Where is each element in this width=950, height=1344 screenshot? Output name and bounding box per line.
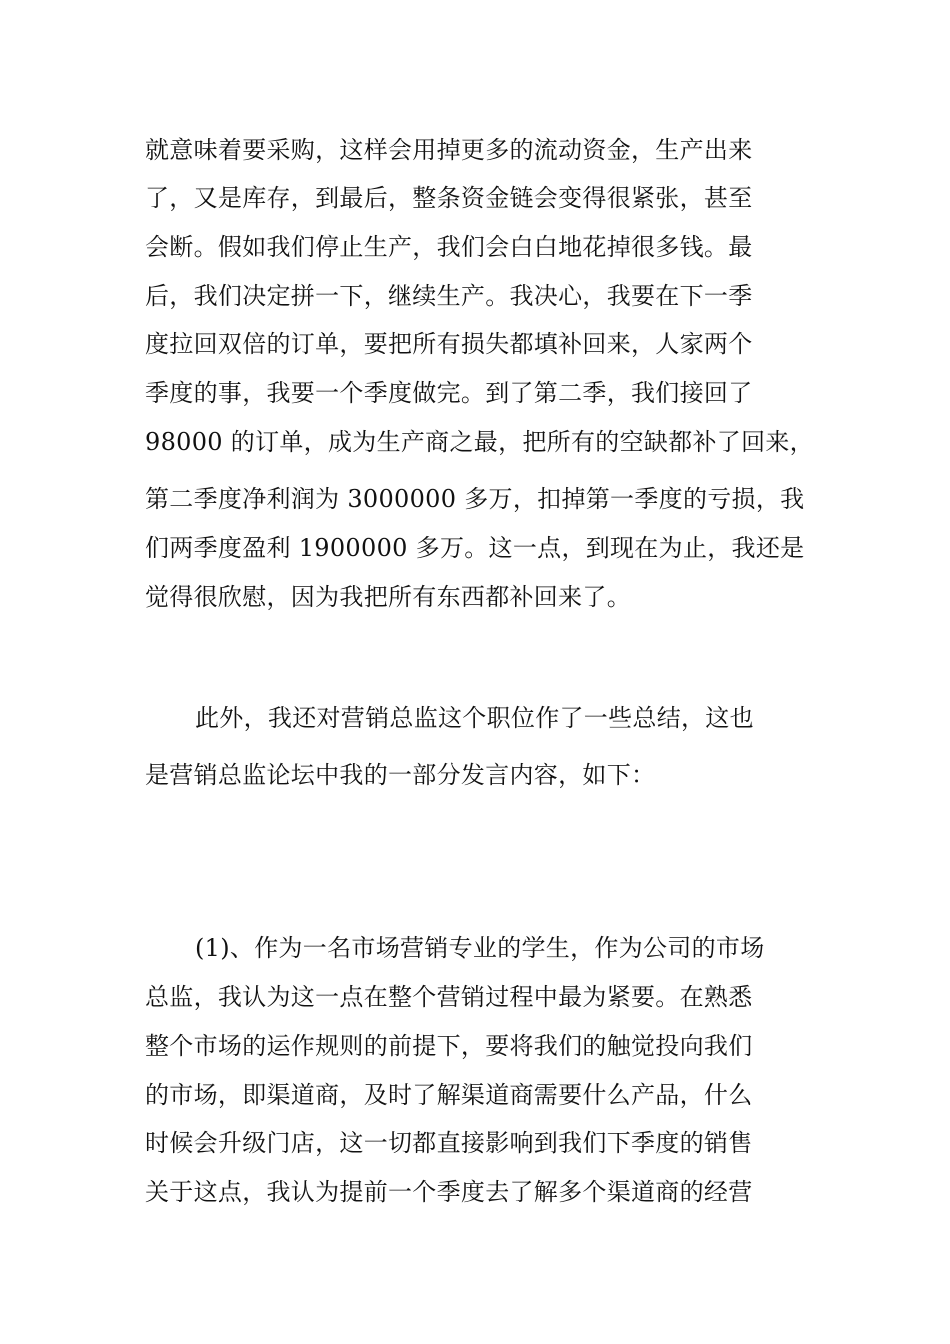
text-line: 度拉回双倍的订单，要把所有损失都填补回来，人家两个 xyxy=(145,330,753,358)
text-line: 关于这点，我认为提前一个季度去了解多个渠道商的经营 xyxy=(145,1178,753,1206)
text-line: 后，我们决定拼一下，继续生产。我决心，我要在下一季 xyxy=(145,282,753,310)
text-line: 98000 的订单，成为生产商之最，把所有的空缺都补了回来， xyxy=(145,428,814,456)
text-line: (1)、作为一名市场营销专业的学生，作为公司的市场 xyxy=(195,934,765,962)
text-line: 整个市场的运作规则的前提下，要将我们的触觉投向我们 xyxy=(145,1032,753,1060)
text-line: 就意味着要采购，这样会用掉更多的流动资金，生产出来 xyxy=(145,136,753,164)
text-line: 季度的事，我要一个季度做完。到了第二季，我们接回了 xyxy=(145,379,753,407)
text-line: 此外，我还对营销总监这个职位作了一些总结，这也 xyxy=(195,704,754,732)
text-line: 第二季度净利润为 3000000 多万，扣掉第一季度的亏损，我 xyxy=(145,485,805,513)
text-line: 时候会升级门店，这一切都直接影响到我们下季度的销售 xyxy=(145,1129,753,1157)
text-line: 的市场，即渠道商，及时了解渠道商需要什么产品，什么 xyxy=(145,1081,753,1109)
text-line: 们两季度盈利 1900000 多万。这一点，到现在为止，我还是 xyxy=(145,534,805,562)
text-line: 总监，我认为这一点在整个营销过程中最为紧要。在熟悉 xyxy=(145,983,753,1011)
text-line: 会断。假如我们停止生产，我们会白白地花掉很多钱。最 xyxy=(145,233,753,261)
text-line: 是营销总监论坛中我的一部分发言内容，如下： xyxy=(145,761,656,789)
text-line: 觉得很欣慰，因为我把所有东西都补回来了。 xyxy=(145,583,631,611)
text-line: 了，又是库存，到最后，整条资金链会变得很紧张，甚至 xyxy=(145,184,753,212)
